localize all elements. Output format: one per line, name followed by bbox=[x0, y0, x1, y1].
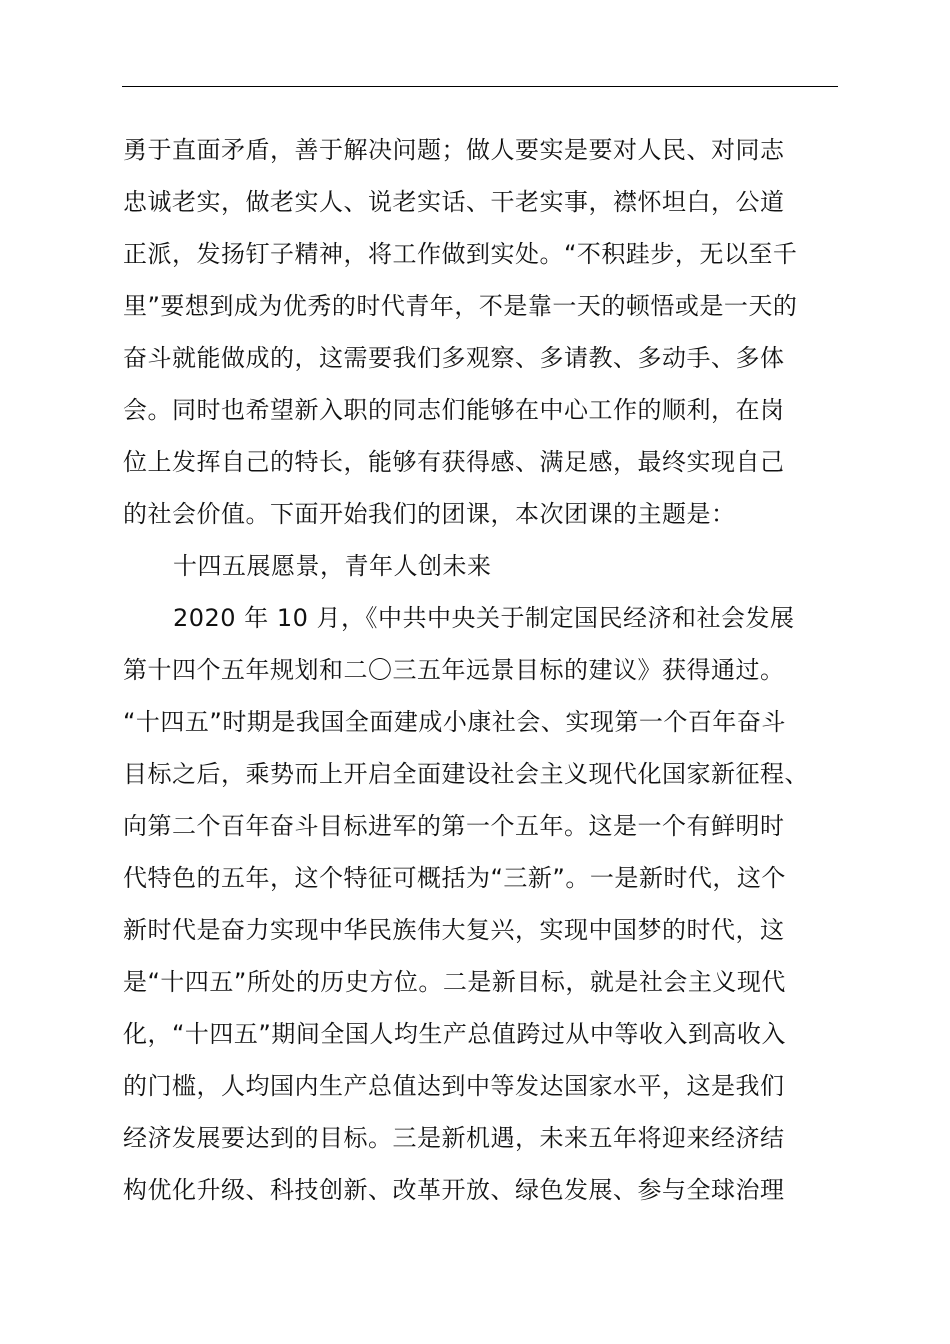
section-heading: 十四五展愿景，青年人创未来 bbox=[173, 552, 492, 580]
text-line: 正派，发扬钉子精神，将工作做到实处。“不积跬步，无以至千 bbox=[123, 240, 798, 268]
text-line: 向第二个百年奋斗目标进军的第一个五年。这是一个有鲜明时 bbox=[123, 812, 785, 840]
text-line: 里”要想到成为优秀的时代青年，不是靠一天的顿悟或是一天的 bbox=[123, 292, 798, 320]
text-line: 是“十四五”所处的历史方位。二是新目标，就是社会主义现代 bbox=[123, 968, 786, 996]
text-line: 代特色的五年，这个特征可概括为“三新”。一是新时代，这个 bbox=[123, 864, 786, 892]
text-line: 位上发挥自己的特长，能够有获得感、满足感，最终实现自己 bbox=[123, 448, 785, 476]
text-line: 新时代是奋力实现中华民族伟大复兴，实现中国梦的时代，这 bbox=[123, 916, 785, 944]
text-line: 忠诚老实，做老实人、说老实话、干老实事，襟怀坦白，公道 bbox=[123, 188, 785, 216]
header-rule bbox=[122, 86, 838, 87]
text-line: 2020 年 10 月，《中共中央关于制定国民经济和社会发展 bbox=[173, 604, 795, 632]
text-line: 的社会价值。下面开始我们的团课，本次团课的主题是： bbox=[123, 500, 736, 528]
text-line: 第十四个五年规划和二〇三五年远景目标的建议》获得通过。 bbox=[123, 656, 785, 684]
text-line: 的门槛，人均国内生产总值达到中等发达国家水平，这是我们 bbox=[123, 1072, 785, 1100]
text-line: 化，“十四五”期间全国人均生产总值跨过从中等收入到高收入 bbox=[123, 1020, 786, 1048]
text-line: 奋斗就能做成的，这需要我们多观察、多请教、多动手、多体 bbox=[123, 344, 785, 372]
text-line: 构优化升级、科技创新、改革开放、绿色发展、参与全球治理 bbox=[123, 1176, 785, 1204]
text-line: “十四五”时期是我国全面建成小康社会、实现第一个百年奋斗 bbox=[123, 708, 786, 736]
text-line: 会。同时也希望新入职的同志们能够在中心工作的顺利，在岗 bbox=[123, 396, 785, 424]
text-line: 勇于直面矛盾，善于解决问题；做人要实是要对人民、对同志 bbox=[123, 136, 785, 164]
text-line: 目标之后，乘势而上开启全面建设社会主义现代化国家新征程、 bbox=[123, 760, 809, 788]
text-line: 经济发展要达到的目标。三是新机遇，未来五年将迎来经济结 bbox=[123, 1124, 785, 1152]
